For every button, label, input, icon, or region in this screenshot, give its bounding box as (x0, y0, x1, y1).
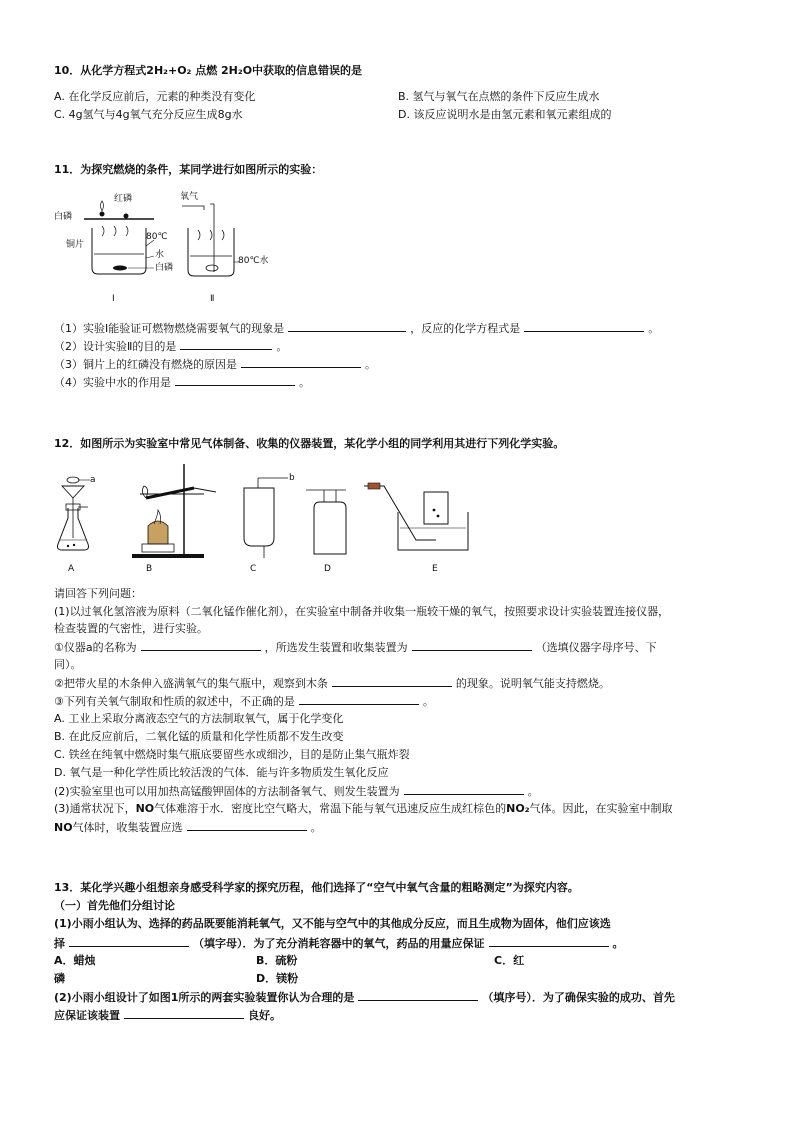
q12-sub3 (54, 694, 434, 709)
q12-part2-text-a: (2)实验室里也可以用加热高锰酸钾固体的方法制备氧气、则发生装置为 (54, 785, 400, 798)
q11-sub4 (54, 375, 310, 390)
q13-sub1-blank-2[interactable] (489, 936, 609, 947)
q13-sub1-text-d: 。 (612, 937, 624, 950)
q11-sub4-blank[interactable] (175, 375, 295, 386)
q12-part3-blank[interactable] (187, 820, 307, 831)
q12-part2 (54, 784, 539, 799)
q12-part3-text-a: (3)通常状况下， (54, 802, 136, 815)
q12-part3-text-c: 气体。因此，在实验室中制取 (529, 802, 673, 815)
q11-sub1-blank-1[interactable] (288, 321, 406, 332)
q13-sub1a: (1)小雨小组认为、选择的药品既要能消耗氧气，又不能与空气中的其他成分反应，而且生成物为固体，他们应该选 (54, 917, 611, 930)
q11-sub3 (54, 357, 376, 372)
apparatus-c (244, 478, 288, 558)
q12-sub1-text-a: ①仪器a的名称为 (54, 641, 137, 654)
q12-part3 (54, 802, 673, 816)
label-E: E (432, 564, 438, 574)
q11-figure-2 (180, 188, 280, 306)
q11-sub1-blank-2[interactable] (524, 321, 644, 332)
q12-sub1-blank-2[interactable] (412, 640, 532, 651)
q12-part3-no-b: NO (54, 821, 73, 834)
q12-sub2 (54, 676, 610, 691)
apparatus-e (364, 483, 468, 550)
fig1-water-label: 水 (155, 250, 165, 260)
q12-p1b: 检查装置的气密性，进行实验。 (54, 622, 208, 635)
fig1-roman-label: Ⅰ (112, 294, 115, 304)
fig1-temp-label: 80℃ (146, 232, 168, 242)
q13-option-c: C．红 (494, 954, 525, 967)
fig1-tongpian-label: 铜片 (66, 240, 85, 250)
fig2-oxygen-label: 氧气 (180, 192, 199, 202)
q12-sub3-text-a: ③下列有关氧气制取和性质的叙述中，不正确的是 (54, 695, 295, 708)
q11-sub3-blank[interactable] (241, 357, 361, 368)
label-D: D (324, 564, 331, 574)
q10-option-a: A. 在化学反应前后，元素的种类没有变化 (54, 90, 256, 103)
q13-sub2-text-c: 应保证该装置 (54, 1009, 120, 1022)
q12-sub1 (54, 640, 657, 655)
q12-option-b: B. 在此反应前后，二氧化锰的质量和化学性质都不发生改变 (54, 730, 344, 743)
fig1-hongpin-label: 红磷 (114, 194, 133, 204)
q11-sub4-text-a: （4）实验中水的作用是 (54, 376, 171, 389)
q11-sub3-text-a: （3）铜片上的红磷没有燃烧的原因是 (54, 358, 237, 371)
q11-sub2 (54, 339, 287, 354)
q12-sub1d: 同）。 (54, 658, 82, 671)
q13-sub1-text-c: （填字母）．为了充分消耗容器中的氧气，药品的用量应保证 (193, 937, 485, 950)
q12-sub2-text-a: ②把带火星的木条伸入盛满氧气的集气瓶中，观察到木条 (54, 677, 328, 690)
label-A: A (68, 564, 75, 574)
q10-option-b: B. 氢气与氧气在点燃的条件下反应生成水 (398, 90, 600, 103)
q12-part2-blank[interactable] (404, 784, 524, 795)
q12-sub1-blank-1[interactable] (141, 640, 261, 651)
fig2-temp-water-label: 80℃水 (238, 256, 269, 266)
q12-stem: 12．如图所示为实验室中常见气体制备、收集的仪器装置，某化学小组的同学利用其进行下列化学实验。 (54, 437, 565, 450)
q11-stem: 11．为探究燃烧的条件，某同学进行如图所示的实验： (54, 163, 323, 176)
q12-part3-no: NO (135, 802, 155, 815)
apparatus-a (58, 477, 91, 550)
fig1-baipin-label: 白磷 (54, 212, 73, 222)
q12-sub3-text-b: 。 (422, 695, 434, 708)
label-C: C (250, 564, 257, 574)
q11-sub1-text-a: （1）实验Ⅰ能验证可燃物燃烧需要氧气的现象是 (54, 322, 285, 335)
q12-option-c: C. 铁丝在纯氧中燃烧时集气瓶底要留些水或细沙，目的是防止集气瓶炸裂 (54, 748, 410, 761)
q12-sub2-blank[interactable] (332, 676, 452, 687)
fig2-roman-label: Ⅱ (210, 294, 215, 304)
q12-part2-text-b: 。 (527, 785, 539, 798)
q12-intro: 请回答下列问题： (54, 587, 142, 600)
q10-option-d: D. 该反应说明水是由氢元素和氧元素组成的 (398, 108, 612, 121)
q12-option-a: A. 工业上采取分离液态空气的方法制取氧气，属于化学变化 (54, 712, 344, 725)
q11-sub2-text-b: 。 (276, 340, 288, 353)
q11-sub3-text-b: 。 (365, 358, 376, 371)
q13-sub1-blank-1[interactable] (69, 936, 189, 947)
apparatus-b (132, 464, 216, 558)
q13-option-a: A．蜡烛 (54, 954, 96, 967)
q13-sub2-blank-1[interactable] (358, 990, 478, 1001)
q12-part3-no2: NO₂ (506, 802, 530, 815)
q13-sub2-text-a: (2)小雨小组设计了如图1所示的两套实验装置你认为合理的是 (54, 991, 355, 1004)
q13-part1: （一）首先他们分组讨论 (54, 899, 175, 912)
q13-stem: 13．某化学兴趣小组想亲身感受科学家的探究历程，他们选择了“空气中氧气含量的粗略测定”为探究内容。 (54, 881, 579, 894)
q13-sub2 (54, 990, 675, 1005)
q11-sub2-blank[interactable] (180, 339, 272, 350)
q13-option-b: B．硫粉 (256, 954, 298, 967)
q11-figure-1 (54, 188, 174, 306)
label-a-small: a (90, 475, 96, 485)
q12-sub1-text-b: ，所选发生装置和收集装置为 (264, 641, 408, 654)
q12-sub1-text-c: （选填仪器字母序号、下 (535, 641, 657, 654)
q12-option-d: D. 氧气是一种化学性质比较活泼的气体．能与许多物质发生氧化反应 (54, 766, 389, 779)
label-b-small: b (289, 473, 295, 483)
q12-apparatus-figure (54, 458, 474, 578)
q12-part3-text-e: 气体时，收集装置应选 (72, 821, 183, 834)
q13-option-c-cont: 磷 (54, 972, 65, 985)
q13-sub2-text-b: （填序号）．为了确保实验的成功、首先 (482, 991, 675, 1004)
q13-sub2-text-d: 良好。 (248, 1009, 281, 1022)
q13-sub2-blank-2[interactable] (124, 1008, 244, 1019)
q12-part3-line2 (54, 820, 322, 835)
q12-sub3-blank[interactable] (299, 694, 419, 705)
label-B: B (146, 564, 153, 574)
q13-option-d: D．镁粉 (256, 972, 299, 985)
q13-sub2-line2 (54, 1008, 281, 1023)
q10-option-c: C. 4g氢气与4g氧气充分反应生成8g水 (54, 108, 243, 121)
fig1-baipin2-label: 白磷 (155, 263, 174, 273)
q12-part3-text-f: 。 (310, 821, 322, 834)
q11-sub2-text-a: （2）设计实验Ⅱ的目的是 (54, 340, 177, 353)
q11-sub1-text-b: ，反应的化学方程式是 (410, 322, 521, 335)
q10-stem: 10．从化学方程式2H₂+O₂ 点燃 2H₂O中获取的信息错误的是 (54, 64, 363, 77)
q13-sub1-line2 (54, 936, 624, 951)
q13-sub1-text-b: 择 (54, 937, 65, 950)
q12-sub2-text-b: 的现象。说明氧气能支持燃烧。 (455, 677, 610, 690)
apparatus-d (306, 490, 346, 554)
q11-sub1-text-c: 。 (648, 322, 660, 335)
q11-sub1 (54, 321, 659, 336)
q12-part3-text-b: 气体难溶于水．密度比空气略大，常温下能与氧气迅速反应生成红棕色的 (154, 802, 507, 815)
q11-sub4-text-b: 。 (299, 376, 310, 389)
q12-p1: (1)以过氧化氢溶液为原料（二氧化锰作催化剂），在实验室中制备并收集一瓶较干燥的氧气，按照要求设计实验装置连接仪器， (54, 605, 670, 618)
